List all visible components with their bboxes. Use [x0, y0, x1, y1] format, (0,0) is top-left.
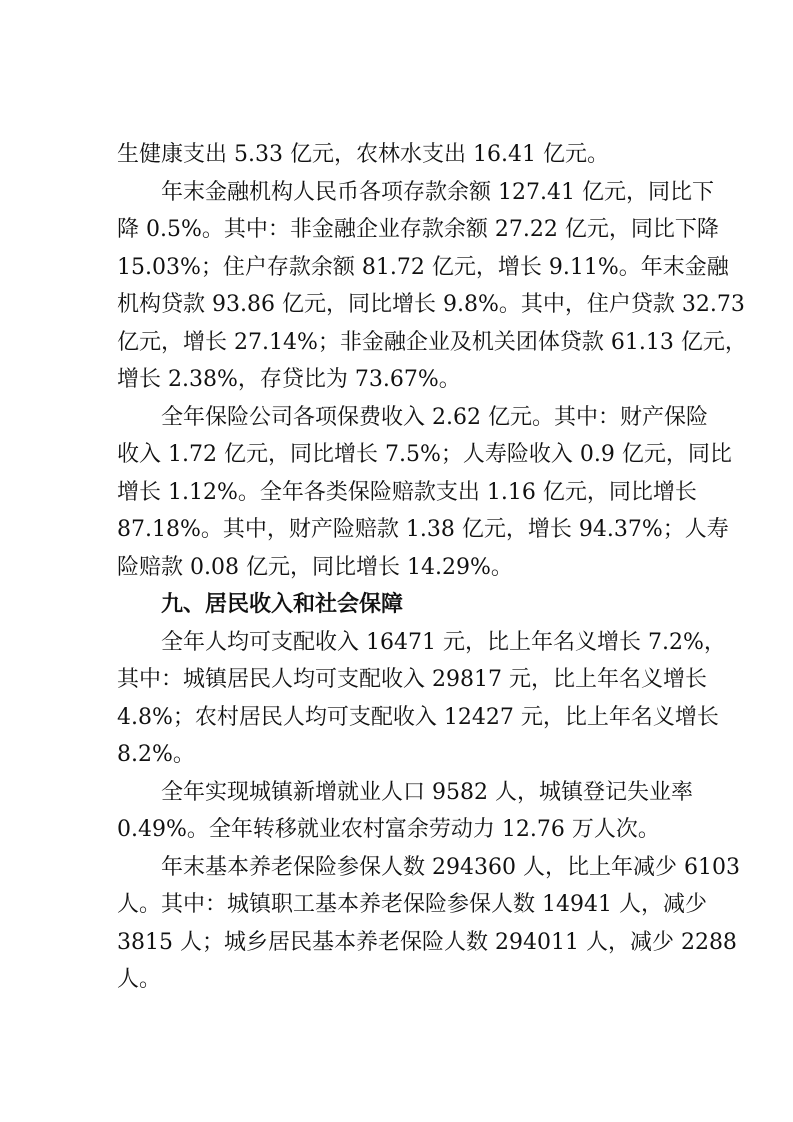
paragraph-line: 人。	[117, 967, 162, 992]
paragraph-line: 8.2%。	[117, 742, 195, 767]
paragraph	[117, 399, 732, 587]
paragraph-line: 降 0.5%。其中：非金融企业存款余额 27.22 亿元，同比下降	[117, 217, 719, 242]
paragraph-line: 其中：城镇居民人均可支配收入 29817 元，比上年名义增长	[117, 667, 707, 692]
paragraph-line: 生健康支出 5.33 亿元，农林水支出 16.41 亿元。	[117, 142, 609, 167]
paragraph-line: 全年保险公司各项保费收入 2.62 亿元。其中：财产保险	[161, 404, 708, 430]
paragraph	[117, 849, 740, 999]
paragraph-line: 年末金融机构人民币各项存款余额 127.41 亿元，同比下	[161, 179, 714, 205]
paragraph-line: 增长 1.12%。全年各类保险赔款支出 1.16 亿元，同比增长	[117, 479, 697, 505]
paragraph	[117, 136, 677, 174]
paragraph-line: 87.18%。其中，财产险赔款 1.38 亿元，增长 94.37%；人寿	[117, 517, 729, 542]
paragraph-line: 机构贷款 93.86 亿元，同比增长 9.8%。其中，住户贷款 32.73	[117, 292, 745, 317]
paragraph-line: 年末基本养老保险参保人数 294360 人，比上年减少 6103	[161, 854, 740, 880]
paragraph	[117, 174, 747, 399]
paragraph-line: 险赔款 0.08 亿元，同比增长 14.29%。	[117, 554, 513, 580]
paragraph-line: 全年实现城镇新增就业人口 9582 人，城镇登记失业率	[161, 779, 693, 805]
paragraph-line: 0.49%。全年转移就业农村富余劳动力 12.76 万人次。	[117, 817, 660, 842]
paragraph	[117, 774, 693, 849]
paragraph-line: 3815 人；城乡居民基本养老保险人数 294011 人，减少 2288	[117, 929, 737, 955]
paragraph-line: 增长 2.38%，存贷比为 73.67%。	[117, 367, 461, 392]
heading-text: 九、居民收入和社会保障	[161, 592, 404, 617]
document-body	[117, 136, 747, 999]
paragraph-line: 4.8%；农村居民人均可支配收入 12427 元，比上年名义增长	[117, 704, 719, 730]
section-heading	[117, 586, 677, 624]
paragraph-line: 人。其中：城镇职工基本养老保险参保人数 14941 人，减少	[117, 892, 707, 917]
paragraph	[117, 624, 726, 774]
paragraph-line: 亿元，增长 27.14%；非金融企业及机关团体贷款 61.13 亿元，	[117, 329, 747, 355]
paragraph-line: 全年人均可支配收入 16471 元，比上年名义增长 7.2%，	[161, 629, 726, 655]
paragraph-line: 15.03%；住户存款余额 81.72 亿元，增长 9.11%。年末金融	[117, 254, 729, 280]
paragraph-line: 收入 1.72 亿元，同比增长 7.5%；人寿险收入 0.9 亿元，同比	[117, 442, 732, 467]
